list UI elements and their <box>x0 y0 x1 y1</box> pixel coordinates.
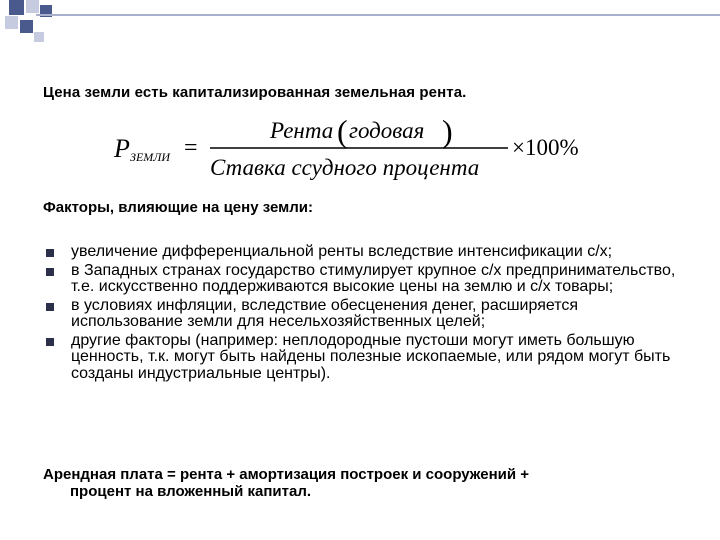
list-item-text: в условиях инфляции, вследствие обесценения денег, расширяется использование земли для несельхозяйственных целей; <box>71 296 579 330</box>
factors-list <box>43 244 693 384</box>
formula-multiplier: ×100% <box>512 135 579 160</box>
decorative-header <box>0 0 720 44</box>
list-item <box>43 333 693 383</box>
deco-square <box>9 0 24 15</box>
formula-lhs-symbol: P <box>114 134 130 163</box>
list-item-text: другие факторы (например: неплодородные пустоши могут иметь большую ценность, т.к. могут быть найдены полезные ископаемые, или рядом могут быть созданы индустриальные центры). <box>71 331 671 382</box>
list-item <box>43 244 693 261</box>
formula-numerator-paren: годовая <box>349 118 425 143</box>
list-item-text: увеличение дифференциальной ренты вследствие интенсификации с/х; <box>71 243 613 260</box>
rent-definition-line1: Арендная плата = рента + амортизация построек и сооружений + <box>43 466 530 483</box>
formula-paren-close: ) <box>442 113 453 149</box>
bullet-square-icon <box>46 268 54 276</box>
formula-paren-open: ( <box>337 113 348 149</box>
deco-square <box>34 32 44 42</box>
formula-numerator-word: Рента <box>270 118 334 143</box>
formula-equals: = <box>184 135 198 161</box>
bullet-square-icon <box>46 338 54 346</box>
list-item <box>43 263 693 296</box>
factors-title: Факторы, влияющие на цену земли: <box>43 199 313 216</box>
deco-square <box>26 0 39 13</box>
bullet-square-icon <box>46 303 54 311</box>
formula-lhs-subscript: ЗЕМЛИ <box>130 150 171 164</box>
bullet-square-icon <box>46 249 54 257</box>
price-formula <box>110 112 610 184</box>
deco-square <box>20 20 33 33</box>
rent-definition-line2: процент на вложенный капитал. <box>70 483 312 500</box>
list-item <box>43 298 693 331</box>
rent-definition <box>43 466 693 500</box>
formula-denominator: Ставка ссудного процента <box>210 155 480 180</box>
deco-square <box>5 16 18 29</box>
slide-heading: Цена земли есть капитализированная земельная рента. <box>43 84 467 101</box>
header-rule <box>36 14 720 16</box>
list-item-text: в Западных странах государство стимулирует крупное с/х предпринимательство, т.е. искусственно поддерживаются высокие цены на землю и с/х товары; <box>71 261 676 295</box>
